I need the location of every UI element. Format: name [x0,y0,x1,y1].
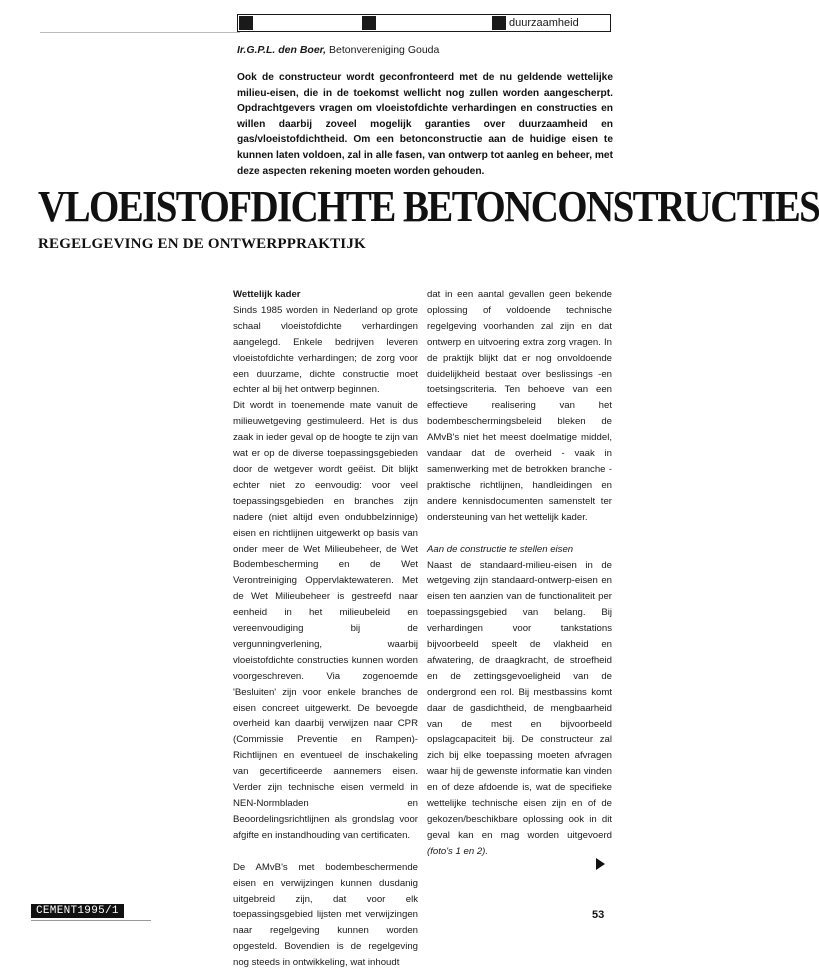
article-title: VLOEISTOFDICHTE BETONCONSTRUCTIES [38,182,819,232]
section-heading: Wettelijk kader [233,289,301,300]
body-paragraph: Dit wordt in toenemende mate vanuit de milieuwetgeving gestimuleerd. Het is dus zaak in ieder geval op de hoogte te zijn van wat er op de diverse toepassingsgebieden door de wetgever wordt geëist. Dit blijkt echter niet zo eenvoudig: voor veel toepassingsgebieden en branches zijn nadere (niet altijd even ondubbelzinnige) eisen en richtlijnen uitgewerkt op basis van onder meer de Wet Milieubeheer, de Wet Bodembescherming en de Wet Verontreiniging Oppervlaktewateren. Met de Wet Milieubeheer is gestreefd naar eenheid in het milieubeleid en vereenvoudiging bij de vergunningverlening, waarbij vloeistofdichte constructies kunnen worden voorgeschreven. Via zogenoemde 'Besluiten' zijn voor enkele branches de eisen concreet uitgewerkt. De bevoegde overheid kan daarbij verwijzen naar CPR (Commissie Preventie en Rampen)-Richtlijnen en eventueel de inschakeling van gecertificeerde aannemers eisen. Verder zijn technische eisen vermeld in NEN-Normbladen en Beoordelingsrichtlijnen als grondslag voor afgifte en instandhouding van certificaten. [233,400,418,841]
page-number: 53 [592,909,605,921]
section-tag: duurzaamheid [509,17,579,29]
section-header-bar [237,14,611,32]
body-paragraph: De AMvB's met bodembeschermende eisen en verwijzingen kunnen dusdanig uitgebreid zijn, dat voor elk toepassingsgebied lijsten met verwijzingen naar regelgeving kunnen worden opgesteld. Bovendien is de regelgeving nog steeds in ontwikkeling, wat inhoudt [233,861,418,969]
article-subtitle: REGELGEVING EN DE ONTWERPPRAKTIJK [38,236,366,252]
continue-arrow-icon [596,858,605,870]
section-heading: Aan de constructie te stellen eisen [427,543,574,555]
body-paragraph [427,558,612,860]
body-text: Naast de standaard-milieu-eisen in de wetgeving zijn standaard-ontwerp-eisen en eisen ten aanzien van de functionaliteit per toepassingsgebied van belang. Bij verhardingen voor tankstations bijvoorbeeld speelt de vlakheid en afwatering, de draagkracht, de stroefheid en de zettingsgevoeligheid van de ondergrond een rol. Bij mestbassins komt daar de gasdichtheid, de mengbaarheid van de mest en bijvoorbeeld opslagcapaciteit bij. De constructeur zal zich bij elke toepassing moeten afvragen waar hij de gewenste informatie kan vinden en of deze afdoende is, wat de specifieke wettelijke technische eisen zijn en of de gekozen/beschikbare oplossing ook in dit geval kan en mag worden uitgevoerd [427,559,612,841]
journal-label: CEMENT1995/1 [31,904,124,918]
body-paragraph: dat in een aantal gevallen geen bekende oplossing of voldoende technische regelgeving voorhanden zal zijn en dat ontwerp en uitvoering extra zorg vragen. In de praktijk blijkt dat er nog onvoldoende duidelijkheid bestaat over beslissings -en toetsingscriteria. Ten behoeve van een effectieve realisering van het bodembeschermingsbeleid bleken de AMvB's niet het meest doelmatige middel, vandaar dat de overheid - vaak in samenwerking met de betrokken branche - praktische richtlijnen, handleidingen en andere kennisdocumenten samenstelt ter ondersteuning van het wettelijk kader. [427,289,612,523]
header-block [362,16,376,30]
footer-rule [31,920,151,921]
author-name: Ir.G.P.L. den Boer, [237,44,327,56]
text-column-1 [233,287,418,971]
top-rule [40,32,240,33]
author-org: Betonvereniging Gouda [326,44,440,56]
text-column-2 [427,287,612,860]
author-line [237,44,439,56]
header-block [492,16,506,30]
photo-reference: (foto's 1 en 2). [427,845,489,857]
intro-paragraph: Ook de constructeur wordt geconfronteerd met de nu geldende wettelijke milieu-eisen, die in de toekomst wellicht nog zullen worden aangescherpt. Opdrachtgevers vragen om vloeistofdichte verhardingen en constructies en willen daarbij zoveel mogelijk garanties over duurzaamheid en gas/vloeistofdichtheid. Om een betonconstructie aan de huidige eisen te kunnen laten voldoen, zal in alle fasen, van ontwerp tot aanleg en beheer, met deze aspecten rekening moeten worden gehouden. [237,72,613,177]
body-paragraph: Sinds 1985 worden in Nederland op grote schaal vloeistofdichte verhardingen aangelegd. Enkele bedrijven leveren vloeistofdichte verhardingen; de zorg voor een duurzame, dichte constructie moet echter al bij het ontwerp beginnen. [233,304,418,396]
header-block [239,16,253,30]
